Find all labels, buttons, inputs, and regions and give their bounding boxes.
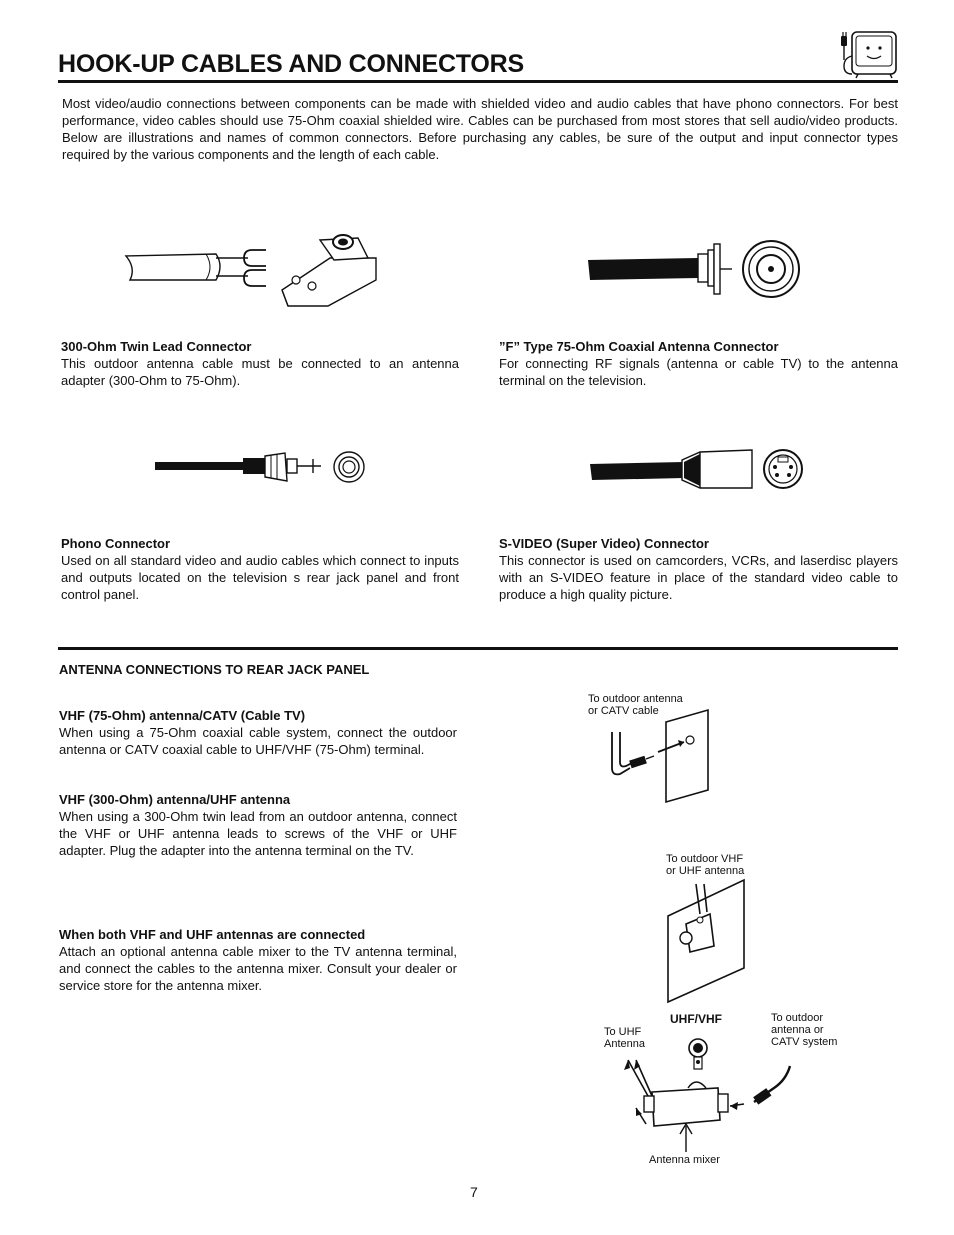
- twin-lead-connector-illustration: [120, 228, 380, 308]
- connector-name: ”F” Type 75-Ohm Coaxial Antenna Connector: [499, 339, 779, 354]
- adapter-panel-diagram: [664, 880, 748, 1004]
- diagram-label: To outdoor antenna or CATV cable: [588, 693, 683, 717]
- antenna-item-both: [59, 926, 457, 994]
- connector-description: Used on all standard video and audio cables which connect to inputs and outputs located on the television s rear jack panel and front control panel.: [61, 553, 459, 602]
- section-rule: [58, 647, 898, 650]
- f-type-connector-desc: [499, 338, 898, 389]
- connector-description: This outdoor antenna cable must be connected to an antenna adapter (300-Ohm to 75-Ohm).: [61, 356, 459, 388]
- s-video-connector-illustration: [588, 446, 804, 494]
- s-video-connector-desc: [499, 535, 898, 603]
- antenna-item-name: VHF (75-Ohm) antenna/CATV (Cable TV): [59, 708, 306, 723]
- connector-name: 300-Ohm Twin Lead Connector: [61, 339, 252, 354]
- antenna-item-description: When using a 300-Ohm twin lead from an outdoor antenna, connect the VHF or UHF antenna leads to screws of the VHF or UHF adapter. Plug the adapter into the antenna terminal on the TV.: [59, 809, 457, 858]
- antenna-item-description: Attach an optional antenna cable mixer to the TV antenna terminal, and connect the cables to the antenna mixer. Consult your dealer or service store for the antenna mixer.: [59, 944, 457, 993]
- page-number: 7: [470, 1184, 478, 1200]
- connector-name: S-VIDEO (Super Video) Connector: [499, 536, 709, 551]
- antenna-item-description: When using a 75-Ohm coaxial cable system, connect the outdoor antenna or CATV coaxial cable to UHF/VHF (75-Ohm) terminal.: [59, 725, 457, 757]
- connector-description: For connecting RF signals (antenna or cable TV) to the antenna terminal on the television.: [499, 356, 898, 388]
- antenna-item-vhf-75: [59, 707, 457, 758]
- antenna-item-name: When both VHF and UHF antennas are connected: [59, 927, 366, 942]
- f-type-connector-illustration: [586, 240, 802, 298]
- diagram-label: To UHF Antenna: [604, 1026, 645, 1050]
- coax-panel-diagram: [600, 710, 712, 806]
- uhf-vhf-label: UHF/VHF: [670, 1012, 722, 1026]
- antenna-item-vhf-300: [59, 791, 457, 859]
- diagram-label: To outdoor antenna or CATV system: [771, 1012, 838, 1048]
- diagram-label: To outdoor VHF or UHF antenna: [666, 853, 745, 877]
- antenna-item-name: VHF (300-Ohm) antenna/UHF antenna: [59, 792, 291, 807]
- phono-connector-desc: [61, 535, 459, 603]
- antenna-mixer-label: Antenna mixer: [649, 1154, 720, 1166]
- connector-description: This connector is used on camcorders, VCRs, and laserdisc players with an S-VIDEO feature in place of the standard video cable to produce a high quality picture.: [499, 553, 898, 602]
- page-title: HOOK-UP CABLES AND CONNECTORS: [58, 50, 524, 78]
- connector-name: Phono Connector: [61, 536, 171, 551]
- twin-lead-connector-desc: [61, 338, 459, 389]
- antenna-mixer-diagram: [614, 1030, 804, 1154]
- phono-connector-illustration: [153, 447, 367, 487]
- intro-paragraph: Most video/audio connections between components can be made with shielded video and audio cables that have phono connectors. For best performance, video cables should use 75-Ohm coaxial shielded wire. Cables can be purchased from most stores that sell audio/video products. Below are illustrations and names of common connectors. Before purchasing any cables, be sure of the output and input connector types required by the various components and the length of each cable.: [62, 96, 898, 162]
- tv-mascot-icon: [838, 30, 900, 78]
- antenna-section-title: ANTENNA CONNECTIONS TO REAR JACK PANEL: [59, 662, 370, 677]
- title-rule: [58, 80, 898, 83]
